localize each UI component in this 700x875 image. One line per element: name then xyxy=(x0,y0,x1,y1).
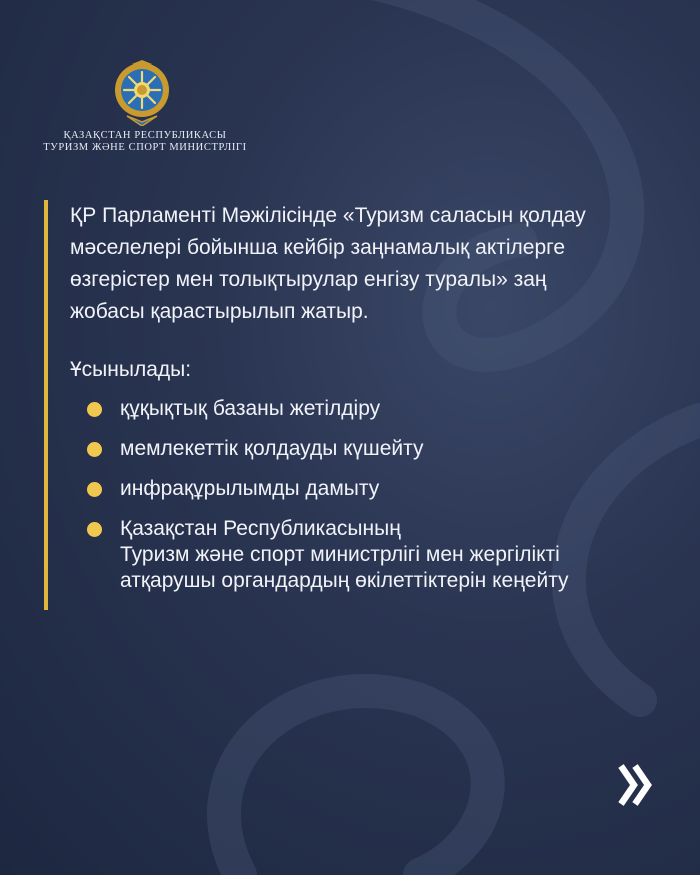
proposals-heading: Ұсынылады: xyxy=(70,358,192,381)
list-item xyxy=(70,396,680,422)
list-item-text: инфрақұрылымды дамыту xyxy=(120,477,380,500)
list-item xyxy=(70,436,680,462)
accent-bar xyxy=(44,200,48,610)
bullet-dot-icon xyxy=(87,402,102,417)
intro-line: мәселелері бойынша кейбір заңнамалық актілерге xyxy=(70,236,566,259)
list-item-text: Қазақстан Республикасының xyxy=(120,517,401,540)
intro-paragraph xyxy=(70,200,680,328)
proposals-list xyxy=(70,396,680,594)
main-content xyxy=(70,200,680,608)
list-item xyxy=(70,516,680,594)
bullet-dot-icon xyxy=(87,482,102,497)
list-item xyxy=(70,476,680,502)
ministry-name xyxy=(40,130,250,154)
list-item-text: Туризм және спорт министрлігі мен жергілікті xyxy=(120,543,560,566)
list-item-text: атқарушы органдардың өкілеттіктерін кеңейту xyxy=(120,569,569,592)
intro-line: өзгерістер мен толықтырулар енгізу туралы» заң xyxy=(70,268,547,291)
state-emblem-icon xyxy=(113,60,171,126)
ministry-name-line-2: ТУРИЗМ ЖӘНЕ СПОРТ МИНИСТРЛІГІ xyxy=(43,142,247,153)
intro-line: жобасы қарастырылып жатыр. xyxy=(70,300,369,323)
double-chevron-right-icon[interactable] xyxy=(618,762,652,808)
bullet-dot-icon xyxy=(87,442,102,457)
list-item-text: мемлекеттік қолдауды күшейту xyxy=(120,437,424,460)
intro-line: ҚР Парламенті Мәжілісінде «Туризм саласын қолдау xyxy=(70,204,586,227)
bullet-dot-icon xyxy=(87,522,102,537)
ministry-name-line-1: ҚАЗАҚСТАН РЕСПУБЛИКАСЫ xyxy=(63,130,227,141)
list-item-text: құқықтық базаны жетілдіру xyxy=(120,397,381,420)
